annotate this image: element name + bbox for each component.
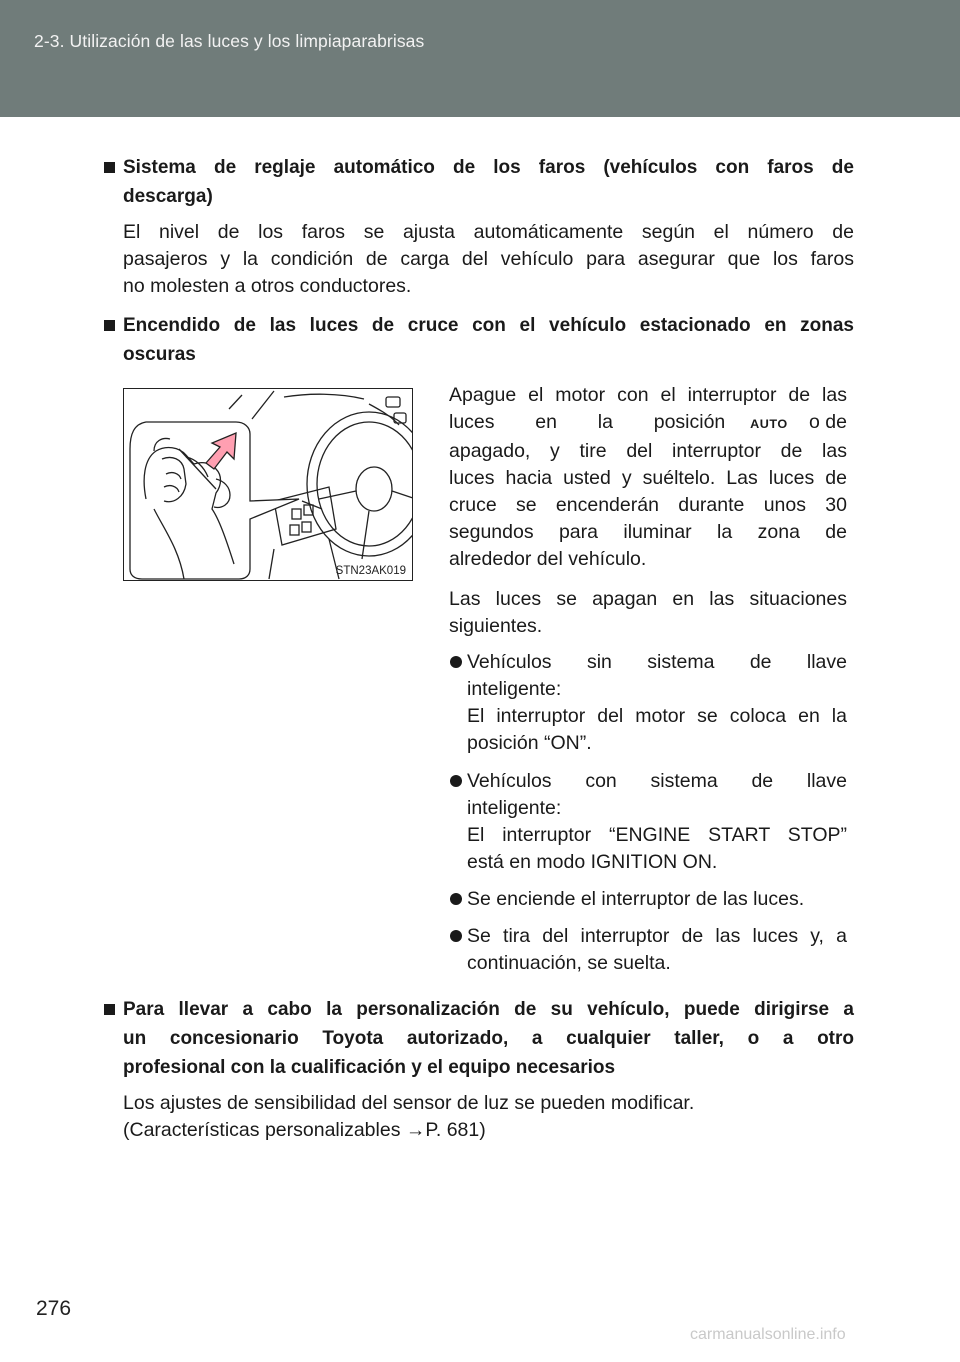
square-bullet-icon xyxy=(104,162,115,173)
list-item: Vehículos sin sistema de llave inteligente: El interruptor del motor se coloca en la posición “ON”. xyxy=(449,649,847,757)
bullet-dot-icon xyxy=(450,656,462,668)
page-number: 276 xyxy=(36,1297,72,1320)
bullet-dot-icon xyxy=(450,893,462,905)
figure-code: STN23AK019 xyxy=(335,565,406,577)
page-header xyxy=(0,0,960,117)
bullet-dot-icon xyxy=(450,930,462,942)
section-title-headlight-leveling: Sistema de reglaje automático de los faros (vehículos con faros de descarga) xyxy=(104,153,854,211)
header-title: 2-3. Utilización de las luces y los limpiaparabrisas xyxy=(34,31,425,51)
section-title-customization: Para llevar a cabo la personalización de su vehículo, puede dirigirse a un concesionario Toyota autorizado, a cualquier taller, o a otro profesional con la cualificación y el equipo necesarios xyxy=(104,995,854,1082)
list-item: Se enciende el interruptor de las luces. xyxy=(449,886,847,913)
driver-pulling-light-switch-icon xyxy=(124,389,413,581)
list-item: Se tira del interruptor de las luces y, a continuación, se suelta. xyxy=(449,923,847,977)
square-bullet-icon xyxy=(104,320,115,331)
customization-reference-link: (Características personalizables →P. 681) xyxy=(123,1119,486,1141)
auto-position-icon: AUTO xyxy=(750,417,788,431)
list-item: Vehículos con sistema de llave inteligente: El interruptor “ENGINE START STOP” está en modo IGNITION ON. xyxy=(449,768,847,876)
square-bullet-icon xyxy=(104,1004,115,1015)
section-body-headlight-leveling: El nivel de los faros se ajusta automáticamente según el número de pasajeros y la condición de carga del vehículo para asegurar que los faros no molesten a otros conductores. xyxy=(123,221,854,297)
section-off-intro: Las luces se apagan en las situaciones siguientes. xyxy=(449,588,847,637)
section-title-low-beam-parking: Encendido de las luces de cruce con el vehículo estacionado en zonas oscuras xyxy=(104,311,854,369)
section-body-customization: Los ajustes de sensibilidad del sensor de luz se pueden modificar. (Características personalizables →P. 681) xyxy=(123,1090,854,1144)
watermark: carmanualsonline.info xyxy=(690,1326,846,1343)
section-intro-low-beam: Apague el motor con el interruptor de las luces en la posición AUTO o de apagado, y tire del interruptor de las luces hacia usted y suéltelo. Las luces de cruce se encenderán durante unos 30 segundos para iluminar la zona de alrededor del vehículo. xyxy=(449,384,847,570)
light-switch-illustration xyxy=(123,388,413,581)
bullet-dot-icon xyxy=(450,775,462,787)
